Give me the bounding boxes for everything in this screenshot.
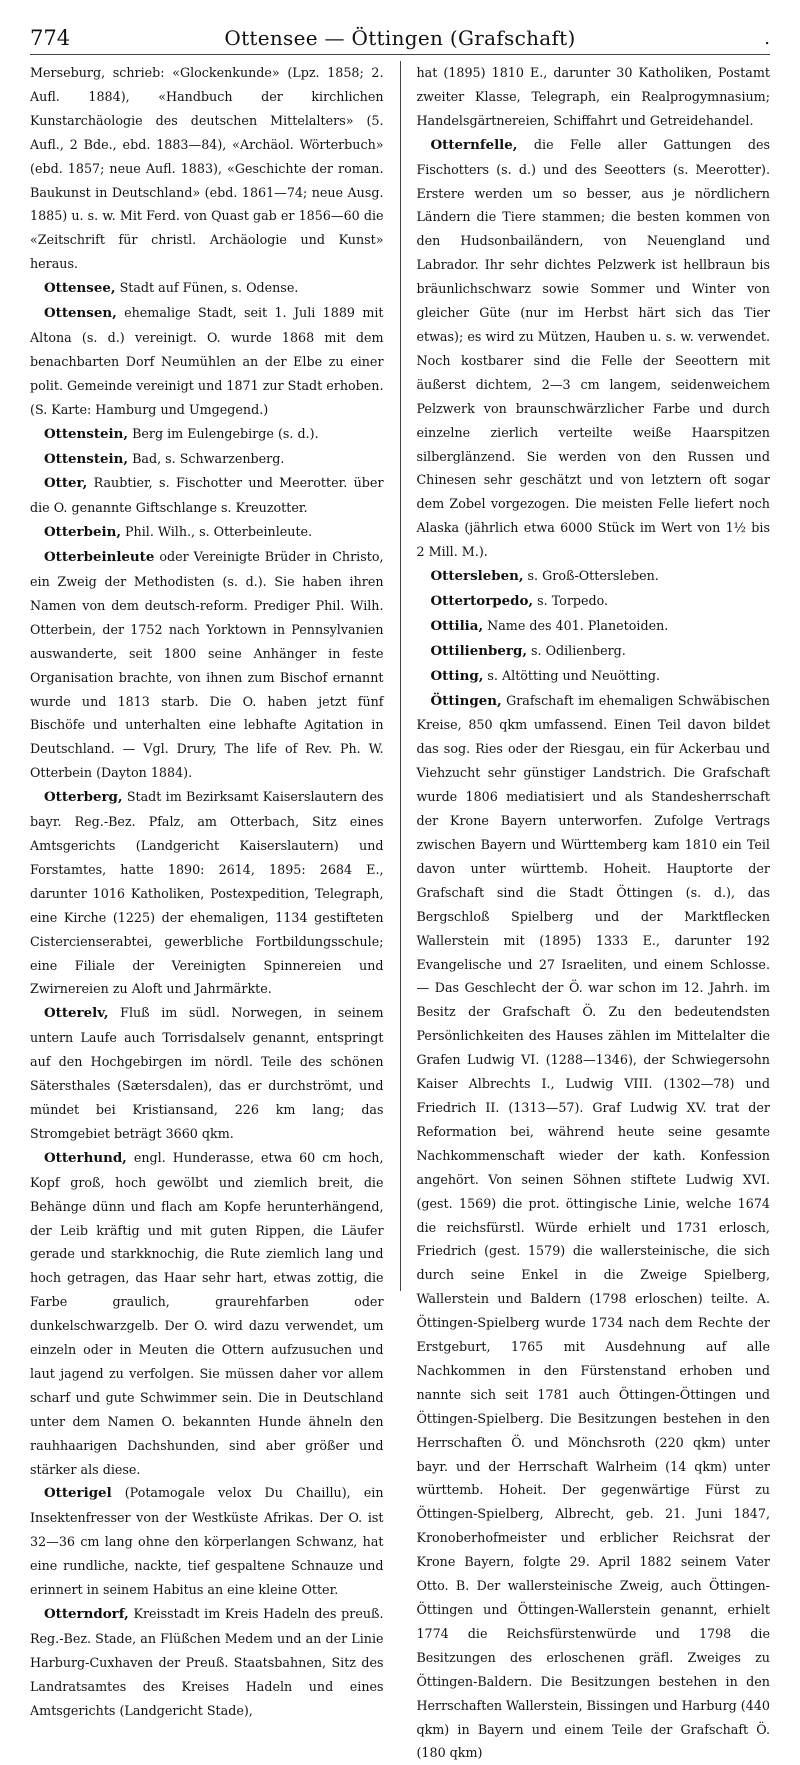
entry-text: (Potamogale velox Du Chaillu), ein Insektenfresser von der Westküste Afrikas. Der O. ist 32—36 cm lang ohne den körperlangen Schwanz, hat eine rundliche, nackte, tief gespaltene Schnauze und erinnert in seinem Habitus an eine kleine Otter. <box>30 1485 384 1598</box>
dictionary-entry <box>30 545 384 785</box>
dictionary-entry <box>30 276 384 301</box>
page-mark: . <box>764 28 770 49</box>
right-column <box>416 61 770 1761</box>
entry-text: Stadt auf Fünen, s. Odense. <box>115 280 299 296</box>
dictionary-entry <box>30 447 384 472</box>
entry-text: Bad, s. Schwarzenberg. <box>128 450 285 466</box>
dictionary-entry <box>416 61 770 133</box>
dictionary-entry <box>30 520 384 545</box>
entry-text: Phil. Wilh., s. Otterbeinleute. <box>120 524 313 540</box>
dictionary-entry <box>416 664 770 689</box>
two-column-body <box>30 61 770 1761</box>
entry-headword: Otterhund, <box>44 1149 127 1166</box>
entry-text: Kreisstadt im Kreis Hadeln des preuß. Reg.-Bez. Stade, an Flüßchen Medem und an der Linie Harburg-Cuxhaven der Preuß. Staatsbahnen, Sitz des Landratsamtes des Kreises Hadeln und eines Amtsgerichts (Landgericht Stade), <box>30 1606 384 1718</box>
page-header <box>30 24 770 55</box>
dictionary-entry <box>416 689 770 1765</box>
entry-text: Grafschaft im ehemaligen Schwäbischen Kreise, 850 qkm umfassend. Einen Teil davon bildet das sog. Ries oder der Riesgau, ein für Ackerbau und Viehzucht sehr günstiger Landstrich. Die Grafschaft wurde 1806 mediatisiert und als Standesherrschaft der Krone Bayern unterworfen. Zufolge Vertrags zwischen Bayern und Württemberg kam 1810 ein Teil davon unter württemb. Hoheit. Hauptorte der Grafschaft sind die Stadt Öttingen (s. d.), das Bergschloß Spielberg und der Marktflecken Wallerstein mit (1895) 1333 E., darunter 192 Evangelische und 27 Israeliten, und einem Schlosse. — Das Geschlecht der Ö. war schon im 12. Jahrh. im Besitz der Grafschaft Ö. Zu den bedeutendsten Persönlichkeiten des Hauses zählen im Mittelalter die Grafen Ludwig VI. (1288—1346), der Schwiegersohn Kaiser Albrechts I., Ludwig VIII. (1302—78) und Friedrich II. (1313—57). Graf Ludwig XV. trat der Reformation bei, während heute seine gesamte Nachkommenschaft wieder der kath. Konfession angehört. Von seinen Söhnen stiftete Ludwig XVI. (gest. 1569) die prot. öttingische Linie, welche 1674 die reichsfürstl. Würde erhielt und 1731 erlosch, Friedrich (gest. 1579) die wallersteinische, die sich durch seine Enkel in die Zweige Spielberg, Wallerstein und Baldern (1798 erloschen) teilte. A. Öttingen-Spielberg wurde 1734 nach dem Rechte der Erstgeburt, 1765 mit Ausdehnung auf alle Nachkommen in den Fürstenstand erhoben und nannte sich seit 1781 auch Öttingen-Öttingen und Öttingen-Spielberg. Die Besitzungen bestehen in den Herrschaften Ö. und Mönchsroth (220 qkm) unter bayr. und der Herrschaft Walrheim (14 qkm) unter württemb. Hoheit. Der gegenwärtige Fürst zu Öttingen-Spielberg, Albrecht, geb. 21. Juni 1847, Kronoberhofmeister und erblicher Reichsrat der Krone Bayern, folgte 29. April 1882 seinem Vater Otto. B. Der wallersteinische Zweig, auch Öttingen-Öttingen und Öttingen-Wallerstein genannt, erhielt 1774 die Reichsfürstenwürde und 1798 die Besitzungen des erloschenen gräfl. Zweiges zu Öttingen-Baldern. Die Besitzungen bestehen in den Herrschaften Wallerstein, Bissingen und Harburg (440 qkm) in Bayern und einem Teile der Grafschaft Ö. (180 qkm) <box>416 692 770 1761</box>
entry-headword: Ottenstein, <box>44 425 129 442</box>
entry-text: s. Odilienberg. <box>526 642 626 658</box>
dictionary-entry <box>30 61 384 276</box>
entry-text: engl. Hunderasse, etwa 60 cm hoch, Kopf groß, hoch gewölbt und ziemlich breit, die Behänge dünn und flach am Kopfe herunterhängend, der Leib kräftig und mit guten Rippen, die Läufer gerade und starkknochig, die Rute ziemlich lang und hoch getragen, das Haar sehr hart, etwas zottig, die Farbe graulich, graurehfarben oder dunkelschwarzgelb. Der O. wird dazu verwendet, um einzeln oder in Meuten die Ottern aufzusuchen und laut jagend zu verfolgen. Sie müssen daher vor allem scharf und gute Schwimmer sein. Die in Deutschland unter dem Namen O. bekannten Hunde ähneln den rauhhaarigen Dachshunden, sind aber größer und stärker als diese. <box>30 1149 384 1477</box>
entry-text: hat (1895) 1810 E., darunter 30 Katholiken, Postamt zweiter Klasse, Telegraph, ein Realprogymnasium; Handelsgärtnereien, Schiffahrt und Getreidehandel. <box>416 65 770 128</box>
entry-headword: Ottilia, <box>430 617 484 634</box>
entry-headword: Ottensee, <box>44 280 116 297</box>
entry-text: Stadt im Bezirksamt Kaiserslautern des bayr. Reg.-Bez. Pfalz, am Otterbach, Sitz eines Amtsgerichts (Landgericht Kaiserslautern) und Forstamtes, hatte 1890: 2614, 1895: 2684 E., darunter 1016 Katholiken, Postexpedition, Telegraph, eine Kirche (1225) der ehemaligen, 1134 gestifteten Cistercienserabtei, gewerbliche Fortbildungsschule; eine Filiale der Vereinigten Spinnereien und Zwirnereien zu Aloft und Jahrmärkte. <box>30 789 384 997</box>
entry-text: Merseburg, schrieb: «Glockenkunde» (Lpz. 1858; 2. Aufl. 1884), «Handbuch der kirchlichen Kunstarchäologie des deutschen Mittelalters» (5. Aufl., 2 Bde., ebd. 1883—84), «Archäol. Wörterbuch» (ebd. 1857; neue Aufl. 1883), «Geschichte der roman. Baukunst in Deutschland» (ebd. 1861—74; neue Ausg. 1885) u. s. w. Mit Ferd. von Quast gab er 1856—60 die «Zeitschrift für christl. Archäologie und Kunst» heraus. <box>30 65 384 272</box>
left-column <box>30 61 384 1718</box>
dictionary-entry <box>30 1146 384 1482</box>
entry-headword: Otterndorf, <box>44 1606 129 1622</box>
entry-headword: Ottersleben, <box>430 568 524 585</box>
entry-text: Name des 401. Planetoiden. <box>483 617 669 633</box>
entry-headword: Otterbeinleute <box>44 549 155 566</box>
entry-headword: Otterbein, <box>44 524 121 541</box>
entry-text: s. Altötting und Neuötting. <box>483 667 661 683</box>
entry-text: Fluß im südl. Norwegen, in seinem untern Laufe auch Torrisdalselv genannt, entspringt auf den Hochgebirgen im nördl. Teile des schönen Sätersthales (Sætersdalen), das er durchströmt, und mündet bei Kristiansand, 226 km lang; das Stromgebiet beträgt 3660 qkm. <box>30 1005 384 1141</box>
entry-headword: Ottenstein, <box>44 450 129 467</box>
entry-text: s. Groß-Ottersleben. <box>523 568 659 584</box>
entry-headword: Ottensen, <box>44 305 117 322</box>
dictionary-entry <box>30 1481 384 1602</box>
dictionary-entry <box>30 1001 384 1145</box>
dictionary-entry <box>416 133 770 564</box>
page-number: 774 <box>30 26 71 50</box>
entry-headword: Öttingen, <box>430 692 502 709</box>
entry-text: Berg im Eulengebirge (s. d.). <box>128 425 319 441</box>
entry-headword: Otterelv, <box>44 1005 109 1022</box>
dictionary-entry <box>416 564 770 589</box>
entry-headword: Otterigel <box>44 1485 112 1502</box>
dictionary-entry <box>30 422 384 447</box>
column-divider <box>400 61 401 1291</box>
entry-text: Raubtier, s. Fischotter und Meerotter. über die O. genannte Giftschlange s. Kreuzotter. <box>30 475 384 516</box>
dictionary-entry <box>416 589 770 614</box>
entry-headword: Otterberg, <box>44 789 123 806</box>
dictionary-entry <box>30 471 384 520</box>
dictionary-entry <box>416 614 770 639</box>
dictionary-entry <box>30 1602 384 1723</box>
entry-text: die Felle aller Gattungen des Fischotters (s. d.) und des Seeotters (s. Meerotter). Erstere werden um so besser, aus je nördlichern Ländern die Tiere stammen; die besten kommen von den Hudsonbailändern, von Neuengland und Labrador. Ihr sehr dichtes Pelzwerk ist hellbraun bis bräunlichschwarz sowie Sommer und Winter von gleicher Güte (nur im Herbst härt sich das Tier etwas); es wird zu Mützen, Hauben u. s. w. verwendet. Noch kostbarer sind die Felle der Seeottern mit äußerst dichtem, 2—3 cm langem, seidenweichem Pelzwerk von braunschwärzlicher Farbe und durch einzelne zierlich verteilte weiße Haarspitzen silberglänzend. Sie werden von den Russen und Chinesen sehr geschätzt und von letztern oft sogar dem Zobel vorgezogen. Die meisten Felle liefert noch Alaska (jährlich etwa 6000 Stück im Wert von 1½ bis 2 Mill. M.). <box>416 136 770 560</box>
entry-text: ehemalige Stadt, seit 1. Juli 1889 mit Altona (s. d.) vereinigt. O. wurde 1868 mit dem benachbarten Dorf Neumühlen an der Elbe zu einer polit. Gemeinde vereinigt und 1871 zur Stadt erhoben. (S. Karte: Hamburg und Umgegend.) <box>30 305 384 417</box>
entry-headword: Ottilienberg, <box>430 642 527 659</box>
entry-headword: Ottertorpedo, <box>430 592 534 609</box>
entry-headword: Otternfelle, <box>430 136 518 153</box>
dictionary-entry <box>30 785 384 1001</box>
entry-headword: Otter, <box>44 475 88 492</box>
entry-text: s. Torpedo. <box>533 592 609 608</box>
running-title: Ottensee — Öttingen (Grafschaft) <box>224 26 576 50</box>
dictionary-entry <box>416 639 770 664</box>
dictionary-entry <box>30 301 384 422</box>
entry-headword: Otting, <box>430 667 484 684</box>
entry-text: oder Vereinigte Brüder in Christo, ein Zweig der Methodisten (s. d.). Sie haben ihren Namen von dem deutsch-reform. Prediger Phil. Wilh. Otterbein, der 1752 nach Yorktown in Pennsylvanien auswanderte, seit 1800 seine Anhänger in feste Organisation brachte, von ihnen zum Bischof ernannt wurde und 1813 starb. Die O. haben jetzt fünf Bischöfe und unterhalten eine lebhafte Agitation in Deutschland. — Vgl. Drury, The life of Rev. Ph. W. Otterbein (Dayton 1884). <box>30 549 384 781</box>
